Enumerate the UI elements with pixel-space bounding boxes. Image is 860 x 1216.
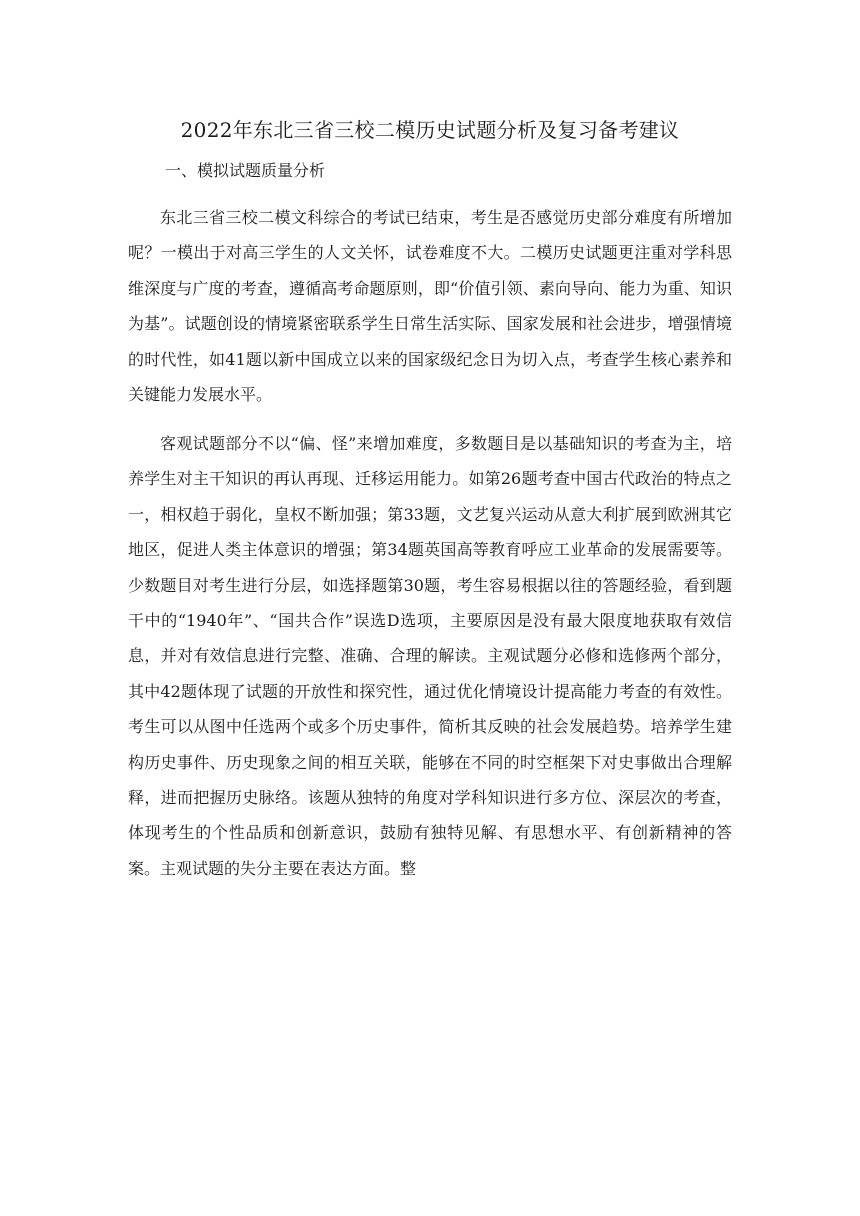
paragraph-objective-questions: 客观试题部分不以“偏、怪”来增加难度，多数题目是以基础知识的考查为主，培养学生对主干知识的再认再现、迁移运用能力。如第26题考查中国古代政治的特点之一，相权趋于弱化，皇权不断加强；第33题，文艺复兴运动从意大利扩展到欧洲其它地区，促进人类主体意识的增强；第34题英国高等教育呼应工业革命的发展需要等。少数题目对考生进行分层，如选择题第30题，考生容易根据以往的答题经验，看到题干中的“1940年”、“国共合作”误选D选项，主要原因是没有最大限度地获取有效信息，并对有效信息进行完整、准确、合理的解读。主观试题分必修和选修两个部分，其中42题体现了试题的开放性和探究性，通过优化情境设计提高能力考查的有效性。考生可以从图中任选两个或多个历史事件，简析其反映的社会发展趋势。培养学生建构历史事件、历史现象之间的相互关联，能够在不同的时空框架下对史事做出合理解释，进而把握历史脉络。该题从独特的角度对学科知识进行多方位、深层次的考查，体现考生的个性品质和创新意识，鼓励有独特见解、有思想水平、有创新精神的答案。主观试题的失分主要在表达方面。整: [128, 434, 732, 878]
section-heading: 一、模拟试题质量分析: [165, 161, 326, 180]
paragraph-intro: 东北三省三校二模文科综合的考试已结束，考生是否感觉历史部分难度有所增加呢？一模出于对高三学生的人文关怀，试卷难度不大。二模历史试题更注重对学科思维深度与广度的考查，遵循高考命题原则，即“价值引领、素向导向、能力为重、知识为基”。试题创设的情境紧密联系学生日常生活实际、国家发展和社会进步，增强情境的时代性，如41题以新中国成立以来的国家级纪念日为切入点，考查学生核心素养和关键能力发展水平。: [128, 208, 732, 405]
document-title: 2022年东北三省三校二模历史试题分析及复习备考建议: [180, 118, 680, 142]
